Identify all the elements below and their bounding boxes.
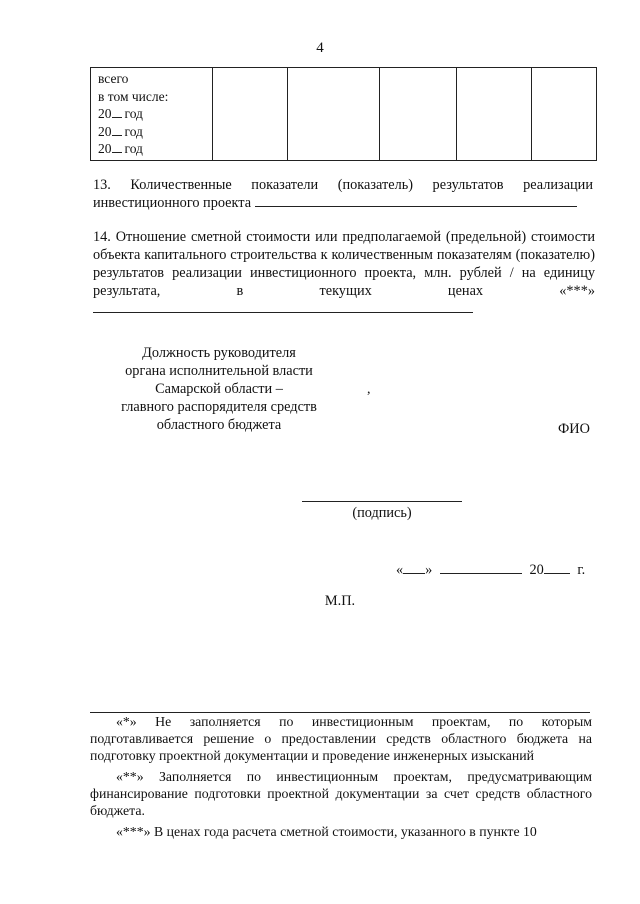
footnote-item (90, 823, 592, 840)
year-row (98, 140, 212, 158)
table-cell (380, 68, 457, 161)
signer-position (90, 344, 348, 434)
day-blank (403, 560, 425, 574)
footnote-text: В ценах года расчета сметной стоимости, указанного в пункте 10 (150, 824, 537, 839)
signature-caption: (подпись) (352, 505, 412, 521)
table-cell (457, 68, 532, 161)
item-13-fill-line (255, 206, 577, 207)
total-label: всего (98, 71, 129, 86)
month-blank (440, 560, 522, 574)
signer-line: главного распорядителя средств (121, 399, 317, 415)
indicators-table (90, 67, 597, 161)
signer-line: органа исполнительной власти (125, 363, 313, 379)
footnote-text: Не заполняется по инвестиционным проектам, по которым подготавливается решение о предоставлении средств областного бюджета на подготовку проектной документации и проведение инженерных изысканий (90, 714, 592, 763)
stamp-label: М.П. (324, 593, 356, 609)
including-label: в том числе: (98, 88, 169, 104)
date-year-suffix: г. (577, 562, 586, 578)
item-13-paragraph (93, 176, 593, 212)
signer-line: Должность руководителя (142, 345, 296, 361)
item-13-text: 13. Количественные показатели (показатель) результатов реализации инвестиционного проекта (93, 177, 593, 211)
date-open-quote: « (396, 562, 404, 578)
footnote-item (90, 768, 592, 819)
comma-mark: , (367, 382, 371, 397)
fio-label: ФИО (558, 421, 590, 437)
year-prefix: 20 (98, 141, 112, 156)
year-row (98, 105, 212, 123)
signature-line (302, 501, 462, 502)
footnotes (90, 713, 592, 844)
page-number: 4 (316, 40, 324, 56)
year-row (98, 123, 212, 141)
footnote-item (90, 713, 592, 764)
year-word: год (124, 123, 143, 139)
date-year-prefix: 20 (529, 562, 544, 578)
item-14-text: 14. Отношение сметной стоимости или предполагаемой (предельной) стоимости объекта капитального строительства к количественным показателям (показателю) результатов реализации инвестиционного проекта, млн. рублей / на единицу результата, в текущих ценах «***» (93, 229, 595, 299)
footnote-mark: «***» (116, 824, 151, 839)
table-cell (288, 68, 380, 161)
table-cell (532, 68, 597, 161)
signer-line: Самарской области – (155, 381, 283, 397)
year-prefix: 20 (98, 106, 112, 121)
signer-line: областного бюджета (156, 417, 282, 433)
table-row-label (91, 68, 213, 161)
year-blank (544, 560, 570, 574)
date-line (396, 560, 585, 579)
date-close-quote: » (425, 562, 433, 578)
footnote-mark: «*» (116, 714, 137, 729)
item-14-paragraph (93, 228, 595, 318)
year-word: год (124, 106, 143, 121)
item-14-fill-line (93, 312, 473, 313)
footnote-text: Заполняется по инвестиционным проектам, предусматривающим финансирование подготовки проектной документации за счет средств областного бюджета. (90, 769, 592, 818)
table-cell (213, 68, 288, 161)
year-prefix: 20 (98, 123, 112, 139)
year-word: год (124, 141, 143, 156)
footnote-mark: «**» (116, 769, 144, 784)
